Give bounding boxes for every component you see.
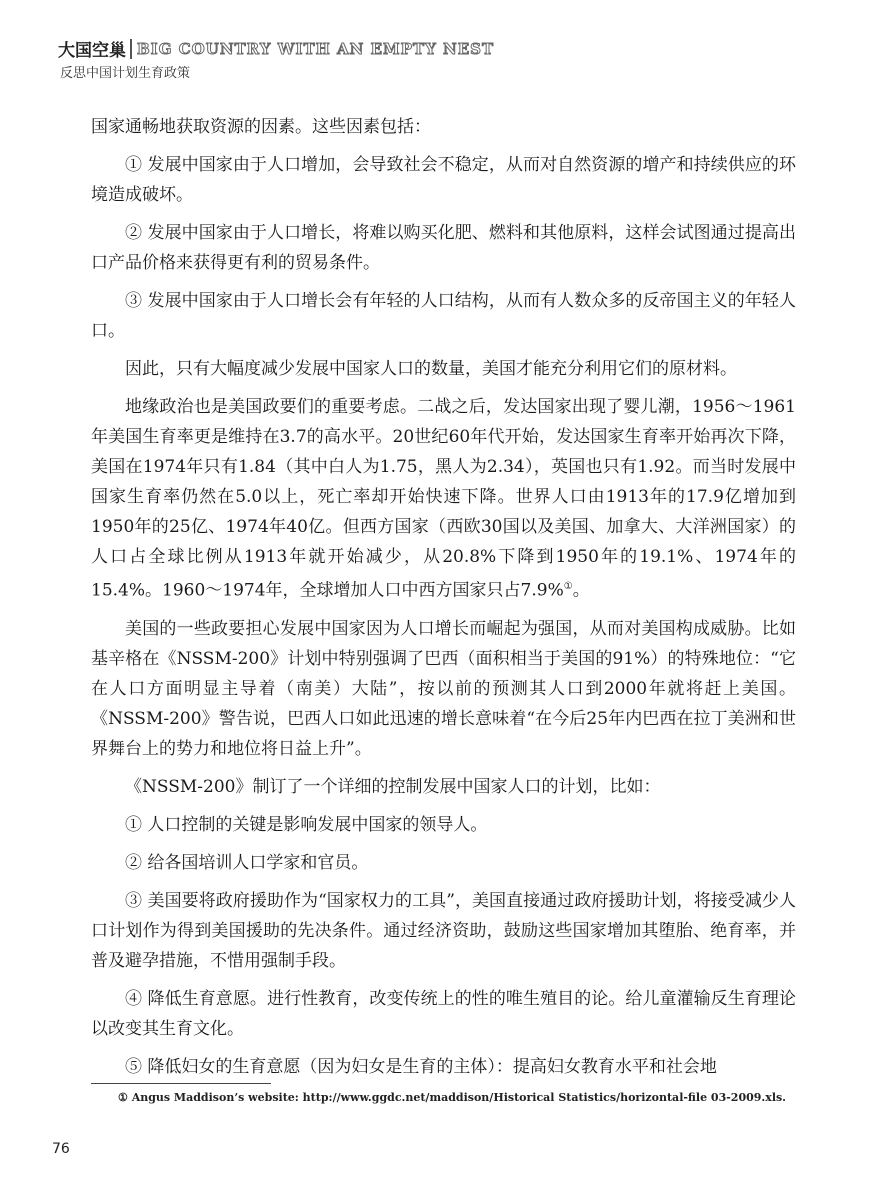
paragraph: ④ 降低生育意愿。进行性教育，改变传统上的性的唯生殖目的论。给儿童灌输反生育理论以改变其生育文化。: [91, 988, 796, 1039]
book-title: [58, 36, 494, 61]
paragraph: ③ 美国要将政府援助作为“国家权力的工具”，美国直接通过政府援助计划，将接受减少人口计划作为得到美国援助的先决条件。通过经济资助，鼓励这些国家增加其堕胎、绝育率，并普及避孕措施，不惜用强制手段。: [91, 890, 796, 971]
book-title-english: BIG COUNTRY WITH AN EMPTY NEST: [137, 39, 495, 58]
book-subtitle: 反思中国计划生育政策: [60, 66, 191, 81]
paragraph: ① 发展中国家由于人口增加，会导致社会不稳定，从而对自然资源的增产和持续供应的环境造成破坏。: [91, 155, 796, 205]
footnote-divider: [91, 1083, 271, 1084]
running-head: [58, 36, 494, 81]
footnote: ① Angus Maddison’s website: http://www.ggdc.net/maddison/Historical Statistics/horizontal-file 03-2009.xls.: [118, 1091, 787, 1104]
paragraph: 因此，只有大幅度减少发展中国家人口的数量，美国才能充分利用它们的原材料。: [125, 359, 737, 379]
paragraph: ③ 发展中国家由于人口增长会有年轻的人口结构，从而有人数众多的反帝国主义的年轻人口。: [91, 291, 796, 341]
main-text: [91, 112, 796, 1090]
book-title-chinese: 大国空巢: [58, 41, 126, 61]
paragraph-text: 地缘政治也是美国政要们的重要考虑。二战之后，发达国家出现了婴儿潮，1956～1961年美国生育率更是维持在3.7的高水平。20世纪60年代开始，发达国家生育率开始再次下降，美国在1974年只有1.84（其中白人为1.75，黑人为2.34），英国也只有1.92。而当时发展中国家生育率仍然在5.0以上，死亡率却开始快速下降。世界人口由1913年的17.9亿增加到1950年的25亿、1974年40亿。但西方国家（西欧30国以及美国、加拿大、大洋洲国家）的人口占全球比例从1913年就开始减少，从20.8%下降到1950年的19.1%、1974年的15.4%。1960～1974年，全球增加人口中西方国家只占7.9%: [91, 397, 796, 601]
paragraph-with-footnote: 地缘政治也是美国政要们的重要考虑。二战之后，发达国家出现了婴儿潮，1956～1961年美国生育率更是维持在3.7的高水平。20世纪60年代开始，发达国家生育率开始再次下降，美国在1974年只有1.84（其中白人为1.75，黑人为2.34），英国也只有1.92。而当时发展中国家生育率仍然在5.0以上，死亡率却开始快速下降。世界人口由1913年的17.9亿增加到1950年的25亿、1974年40亿。但西方国家（西欧30国以及美国、加拿大、大洋洲国家）的人口占全球比例从1913年就开始减少，从20.8%下降到1950年的19.1%、1974年的15.4%。1960～1974年，全球增加人口中西方国家只占7.9%①。: [91, 397, 796, 601]
page-number: 76: [52, 1141, 70, 1157]
paragraph: ⑤ 降低妇女的生育意愿（因为妇女是生育的主体）：提高妇女教育水平和社会地: [125, 1056, 717, 1077]
title-divider: [130, 39, 132, 59]
paragraph: ② 发展中国家由于人口增长，将难以购买化肥、燃料和其他原料，这样会试图通过提高出口产品价格来获得更有利的贸易条件。: [91, 223, 796, 273]
paragraph: ① 人口控制的关键是影响发展中国家的领导人。: [125, 814, 488, 835]
paragraph: 《NSSM-200》制订了一个详细的控制发展中国家人口的计划，比如：: [125, 776, 661, 797]
paragraph: 美国的一些政要担心发展中国家因为人口增长而崛起为强国，从而对美国构成威胁。比如基辛格在《NSSM-200》计划中特别强调了巴西（面积相当于美国的91%）的特殊地位：“它在人口方面明显主导着（南美）大陆”，按以前的预测其人口到2000年就将赶上美国。《NSSM-200》警告说，巴西人口如此迅速的增长意味着“在今后25年内巴西在拉丁美洲和世界舞台上的势力和地位将日益上升”。: [91, 618, 796, 759]
paragraph: 国家通畅地获取资源的因素。这些因素包括：: [91, 117, 431, 137]
paragraph: ② 给各国培训人口学家和官员。: [125, 852, 369, 873]
footnote-marker[interactable]: ①: [563, 581, 573, 592]
